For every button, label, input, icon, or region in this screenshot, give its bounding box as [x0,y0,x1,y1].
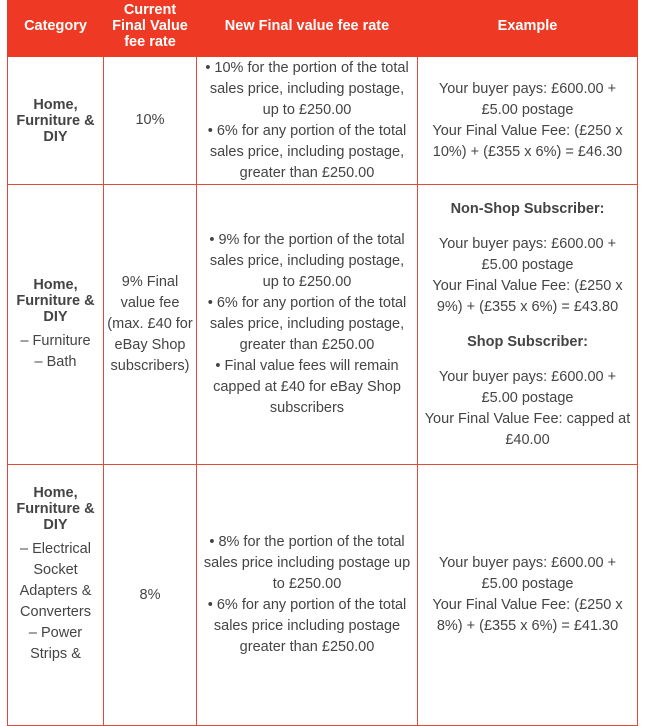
header-new-rate: New Final value fee rate [197,0,418,57]
header-current-rate: Current Final Value fee rate [104,0,197,57]
example-cell: Your buyer pays: £600.00 + £5.00 postage Your Final Value Fee: (£250 x 10%) + (£355 x 6%) = £46.30 [418,57,638,185]
table-row [8,57,638,185]
category-cell: Home, Furniture & DIY – Electrical Socket Adapters & Converters – Power Strips & [8,465,104,726]
header-example: Example [418,0,638,57]
new-rate-cell: • 10% for the portion of the total sales price, including postage, up to £250.00 • 6% for any portion of the total sales price, including postage, greater than £250.00 [197,57,418,185]
fee-table [7,0,638,726]
header-category: Category [8,0,104,57]
example-cell: Your buyer pays: £600.00 + £5.00 postage Your Final Value Fee: (£250 x 8%) + (£355 x 6%) = £41.30 [418,465,638,726]
current-rate-cell: 9% Final value fee (max. £40 for eBay Shop subscribers) [104,185,197,465]
table-row [8,185,638,465]
header-row [8,0,638,57]
current-rate-cell: 8% [104,465,197,726]
new-rate-cell: • 8% for the portion of the total sales price including postage up to £250.00 • 6% for any portion of the total sales price including postage greater than £250.00 [197,465,418,726]
category-cell: Home, Furniture & DIY – Furniture – Bath [8,185,104,465]
category-cell: Home, Furniture & DIY [8,57,104,185]
new-rate-cell: • 9% for the portion of the total sales price, including postage, up to £250.00 • 6% for any portion of the total sales price, including postage, greater than £250.00 • Final value fees will remain capped at £40 for eBay Shop subscribers [197,185,418,465]
table-row [8,465,638,726]
example-cell: Non-Shop Subscriber: Your buyer pays: £600.00 + £5.00 postage Your Final Value Fee: (£250 x 9%) + (£355 x 6%) = £43.80 Shop Subscriber: Your buyer pays: £600.00 + £5.00 postage Your Final Value Fee: capped at £40.00 [418,185,638,465]
current-rate-cell: 10% [104,57,197,185]
